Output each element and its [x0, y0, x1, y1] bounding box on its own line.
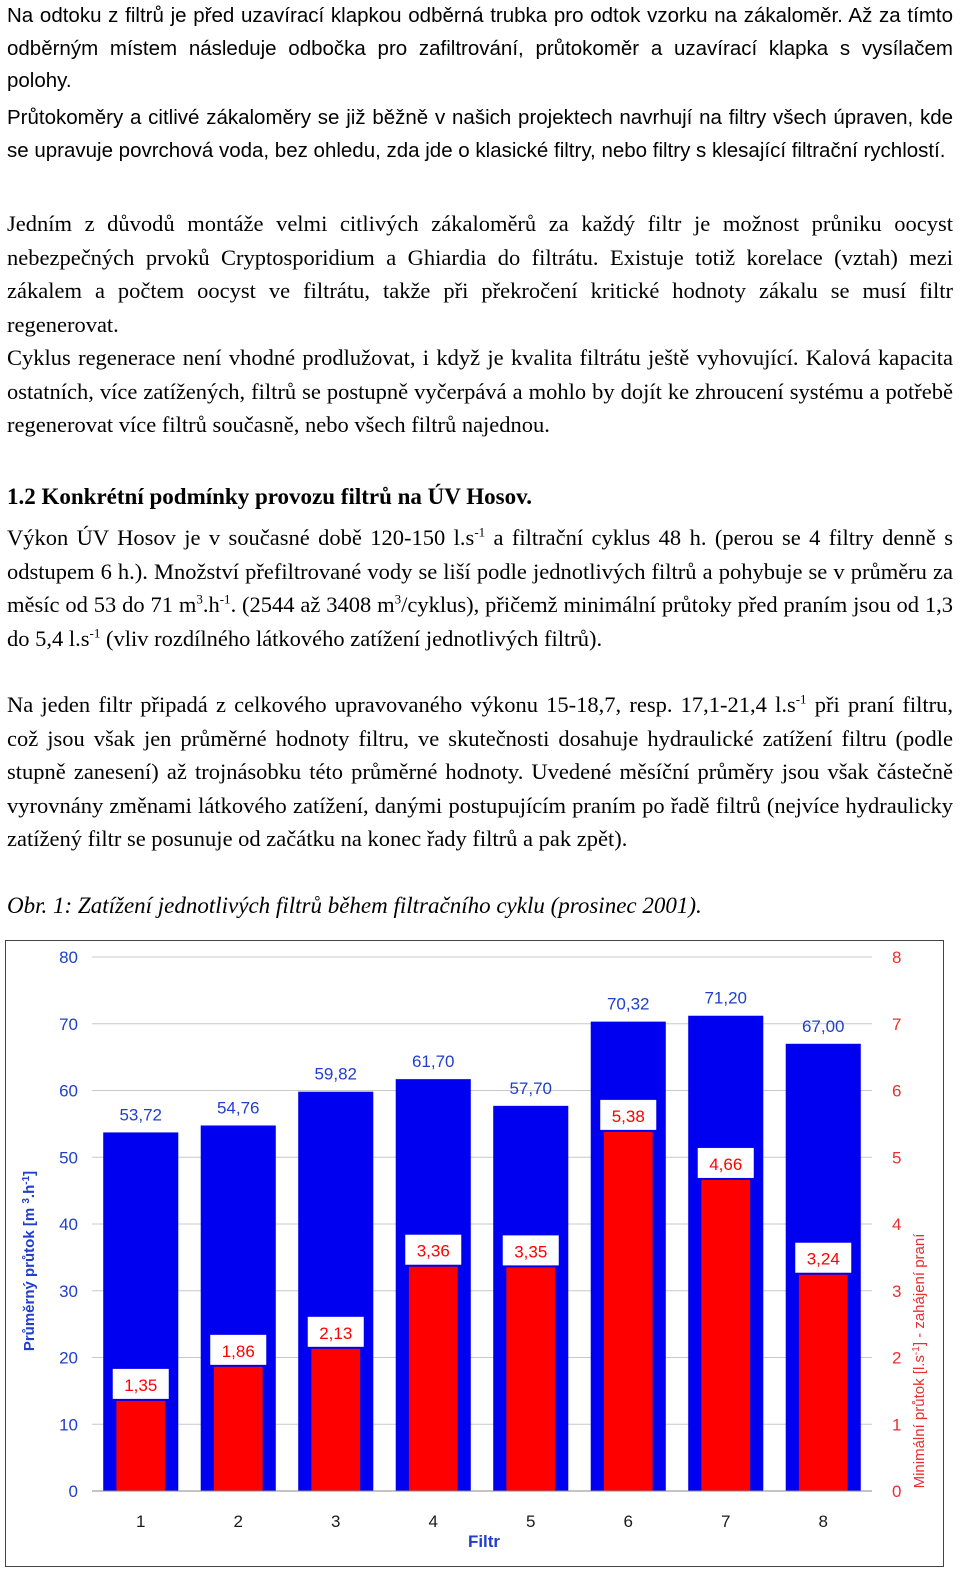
- y-tick-left-label: 80: [59, 948, 78, 967]
- y-tick-left-label: 70: [59, 1014, 78, 1034]
- x-tick-label: 4: [428, 1512, 438, 1531]
- paragraph-1: Na odtoku z filtrů je před uzavírací klapkou odběrná trubka pro odtok vzorku na zákaloměr. Až za tímto odběrným místem následuje odbočka pro zafiltrování, průtokoměr a uzavírací klapka s vysílačem polohy.: [7, 4, 953, 92]
- y-tick-left-label: 10: [59, 1415, 78, 1435]
- data-label-average: 71,20: [704, 988, 748, 1008]
- data-label-minimum: 3,35: [514, 1242, 548, 1262]
- data-label-minimum: 4,66: [709, 1154, 743, 1174]
- x-tick-label: 2: [233, 1512, 243, 1531]
- data-label-average: 59,82: [314, 1064, 358, 1084]
- paragraph-6-text-a: Na jeden filtr připadá z celkového upravovaného výkonu 15-18,7, resp. 17,1-21,4 l.s: [7, 692, 796, 717]
- bar-minimum-flow: [506, 1267, 555, 1491]
- section-heading: 1.2 Konkrétní podmínky provozu filtrů na ÚV Hosov.: [7, 484, 533, 509]
- figure-caption: Obr. 1: Zatížení jednotlivých filtrů během filtračního cyklu (prosinec 2001).: [7, 893, 702, 918]
- bar-minimum-flow: [311, 1349, 360, 1491]
- data-label-average: 61,70: [411, 1052, 455, 1072]
- paragraph-2: Průtokoměry a citlivé zákaloměry se již běžně v našich projektech navrhují na filtry všech úpraven, kde se upravuje povrchová voda, bez ohledu, zda jde o klasické filtry, nebo filtry s klesající filtrační rychlostí.: [7, 106, 953, 162]
- y-tick-right-label: 5: [892, 1148, 902, 1168]
- paragraph-6-sup-1: -1: [795, 691, 807, 707]
- x-axis-label: Filtr: [467, 1532, 501, 1551]
- y-tick-left-label: 20: [59, 1348, 78, 1368]
- y-axis-left-label: Průměrný průtok [m $^3.h^{-1}$]: [20, 1170, 38, 1352]
- y-tick-left-label: 30: [59, 1281, 78, 1301]
- y-tick-right-label: 8: [892, 948, 902, 967]
- y-tick-left-label: 60: [59, 1081, 78, 1101]
- paragraph-5-sup-2: 3: [196, 591, 203, 607]
- y-tick-left-label: 0: [68, 1482, 78, 1501]
- data-label-minimum: 3,24: [806, 1249, 840, 1269]
- data-label-minimum: 5,38: [611, 1106, 645, 1126]
- paragraph-5-text-c: .h: [202, 592, 220, 617]
- paragraph-5-sup-4: 3: [394, 591, 402, 607]
- paragraph-5-sup-1: -1: [474, 524, 486, 540]
- y-tick-right-label: 1: [892, 1415, 902, 1435]
- x-tick-label: 7: [721, 1512, 731, 1531]
- y-tick-left-label: 50: [59, 1148, 78, 1168]
- data-label-average: 57,70: [509, 1078, 553, 1098]
- chart-frame: [5, 940, 944, 1567]
- x-tick-label: 6: [623, 1512, 633, 1531]
- data-label-minimum: 3,36: [416, 1241, 450, 1261]
- data-label-minimum: 1,35: [124, 1375, 158, 1395]
- data-label-average: 70,32: [606, 994, 650, 1014]
- data-label-average: 53,72: [119, 1105, 163, 1125]
- paragraph-5-sup-5: -1: [89, 625, 101, 640]
- y-tick-right-label: 3: [892, 1281, 902, 1301]
- paragraph-5-sup-3: -1: [219, 591, 231, 607]
- paragraph-5-text-e: /cyklus), přičemž minimální průtoky před praním jsou od 1,3 do 5,4 l.s: [7, 592, 954, 651]
- y-tick-right-label: 0: [892, 1482, 902, 1501]
- y-tick-right-label: 2: [892, 1348, 902, 1368]
- paragraph-5-text-a: Výkon ÚV Hosov je v současné době 120-150 l.s: [7, 525, 475, 550]
- x-tick-label: 3: [331, 1512, 341, 1531]
- bar-minimum-flow: [214, 1367, 263, 1491]
- bar-chart: [6, 941, 943, 1566]
- paragraph-6-text-b: při praní filtru, což jsou však jen průměrné hodnoty filtru, ve skutečnosti dosahuje hydraulické zatížení filtru (podle stupně zanesení) až trojnásobku této průměrné hodnoty. Uvedené měsíční průměry jsou však částečně vyrovnány změnami látkového zatížení, danými postupujícím praním po řadě filtrů (nejvíce hydraulicky zatížený filtr se posunuje od začátku na konec řady filtrů a pak zpět).: [7, 692, 953, 851]
- paragraph-4: Cyklus regenerace není vhodné prodlužovat, i když je kvalita filtrátu ještě vyhovující. Kalová kapacita ostatních, více zatížených, filtrů se postupně vyčerpává a mohlo by dojít ke zhroucení systému a potřebě regenerovat více filtrů současně, nebo všech filtrů najednou.: [7, 345, 953, 437]
- data-label-average: 54,76: [216, 1098, 260, 1118]
- data-label-minimum: 1,86: [221, 1341, 255, 1361]
- paragraph-5-text-b: a filtrační cyklus 48 h. (perou se 4 filtry denně s odstupem 6 h.). Množství přefiltrované vody se liší podle jednotlivých filtrů a pohybuje se v průměru za měsíc od 53 do 71 m: [7, 525, 953, 617]
- paragraph-3: Jedním z důvodů montáže velmi citlivých zákaloměrů za každý filtr je možnost průniku oocyst nebezpečných prvoků Cryptosporidium a Ghiardia do filtrátu. Existuje totiž korelace (vztah) mezi zákalem a počtem oocyst ve filtrátu, takže při překročení kritické hodnoty zákalu se musí filtr regenerovat.: [7, 211, 953, 337]
- x-tick-label: 8: [818, 1512, 828, 1531]
- bar-minimum-flow: [799, 1275, 848, 1491]
- x-tick-label: 5: [526, 1512, 536, 1531]
- paragraph-5-text-d: . (2544 až 3408 m: [230, 592, 395, 617]
- bars-layer: [103, 1016, 861, 1491]
- y-tick-right-label: 4: [892, 1215, 902, 1234]
- paragraph-5-text-f: (vliv rozdílného látkového zatížení jednotlivých filtrů).: [100, 625, 603, 651]
- bar-minimum-flow: [604, 1132, 653, 1491]
- bar-minimum-flow: [116, 1401, 165, 1491]
- y-tick-left-label: 40: [59, 1215, 78, 1234]
- y-axis-right-label: Minimální průtok $[l.s^{-1}]$ - zahájení praní: [910, 1233, 928, 1489]
- x-tick-label: 1: [136, 1512, 146, 1531]
- bar-minimum-flow: [409, 1267, 458, 1491]
- y-tick-right-label: 7: [892, 1014, 902, 1034]
- paragraph-6: [7, 688, 953, 856]
- y-tick-right-label: 6: [892, 1081, 902, 1101]
- bar-minimum-flow: [701, 1180, 750, 1491]
- paragraph-5: [7, 521, 953, 655]
- data-label-minimum: 2,13: [319, 1323, 353, 1343]
- data-label-average: 67,00: [801, 1016, 845, 1036]
